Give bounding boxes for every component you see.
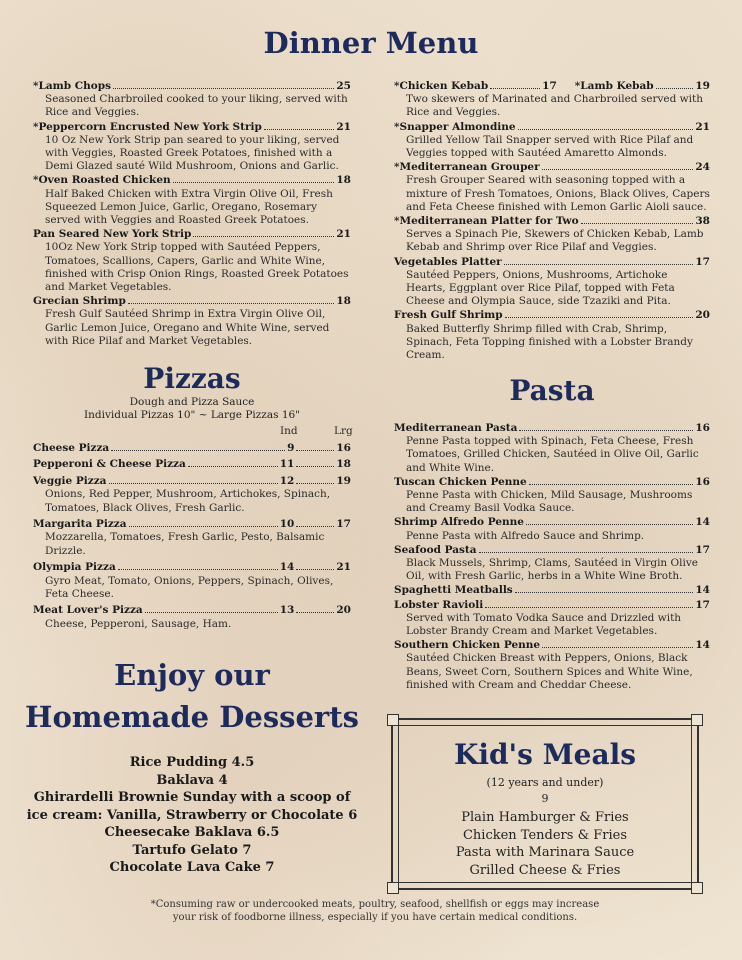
kids-item: Plain Hamburger & Fries	[461, 810, 629, 825]
item-name: Fresh Gulf Shrimp	[394, 309, 503, 322]
item-name: Spaghetti Meatballs	[394, 584, 513, 597]
price-lrg: 17	[336, 518, 351, 531]
menu-item	[394, 309, 710, 362]
dinner-right-column	[394, 80, 710, 363]
menu-item	[33, 295, 351, 348]
item-price: 17	[695, 598, 710, 611]
item-price: 19	[695, 80, 710, 92]
item-name: Grecian Shrimp	[33, 295, 126, 308]
pizza-item	[33, 518, 351, 558]
item-description: Fresh Grouper Seared with seasoning topped with a mixture of Fresh Tomatoes, Onions, Black Olives, Capers and Feta Cheese finished with Lemon Garlic Aioli sauce.	[406, 174, 710, 213]
item-description: Black Mussels, Shrimp, Clams, Sautéed in Virgin Olive Oil, with Fresh Garlic, herbs in a White Wine Broth.	[406, 557, 699, 583]
item-description: Fresh Gulf Sautéed Shrimp in Extra Virgin Olive Oil, Garlic Lemon Juice, Oregano and White Wine, served with Rice Pilaf and Market Vegetables.	[45, 308, 330, 347]
dinner-left-column	[33, 80, 351, 349]
kids-item: Pasta with Marinara Sauce	[455, 845, 635, 860]
item-price: 20	[695, 309, 710, 322]
menu-item	[394, 256, 710, 309]
menu-item	[33, 121, 351, 174]
menu-item	[394, 544, 710, 584]
item-name: *Mediterranean Platter for Two	[394, 215, 579, 228]
item-price: 21	[336, 228, 351, 241]
item-description: Served with Tomato Vodka Sauce and Drizzled with Lobster Brandy Cream and Market Vegetables.	[406, 611, 682, 638]
food-safety-disclaimer	[150, 898, 600, 924]
pizza-list	[33, 442, 351, 634]
menu-item	[394, 516, 710, 542]
item-price: 17	[695, 255, 710, 268]
item-name: Meat Lover's Pizza	[33, 604, 143, 617]
item-description: Serves a Spinach Pie, Skewers of Chicken Kebab, Lamb Kebab and Shrimp over Rice Pilaf and Veggies.	[406, 228, 704, 254]
price-ind: 12	[279, 474, 295, 487]
pasta-list	[394, 422, 710, 693]
item-price: 38	[695, 215, 710, 228]
item-name: Vegetables Platter	[394, 255, 502, 268]
menu-item	[394, 422, 710, 475]
item-description: Baked Butterfly Shrimp filled with Crab, Shrimp, Spinach, Feta Topping finished with a Lobster Brandy Cream.	[406, 322, 693, 362]
kids-items	[393, 809, 697, 879]
dessert-list	[20, 754, 364, 877]
col-ind-header: Ind	[280, 425, 298, 437]
item-price: 16	[695, 422, 710, 434]
item-description: Half Baked Chicken with Extra Virgin Olive Oil, Fresh Squeezed Lemon Juice, Garlic, Oregano, Rosemary served with Veggies and Roasted Greek Potatoes.	[45, 187, 333, 227]
kids-meals-title: Kid's Meals	[454, 738, 636, 771]
item-name: Tuscan Chicken Penne	[394, 475, 527, 488]
item-description: Penne Pasta with Chicken, Mild Sausage, Mushrooms and Creamy Basil Vodka Sauce.	[406, 489, 693, 515]
kids-age-note: (12 years and under)	[486, 776, 604, 789]
dessert-item: Rice Pudding 4.5	[129, 755, 255, 770]
corner-ornament	[691, 714, 703, 726]
menu-item	[394, 161, 710, 214]
dessert-item: Cheesecake Baklava 6.5	[104, 825, 280, 840]
item-name: Southern Chicken Penne	[394, 639, 541, 652]
item-name: *Peppercorn Encrusted New York Strip	[33, 120, 262, 133]
price-lrg: 20	[336, 604, 351, 617]
menu-item-kebabs	[394, 80, 710, 120]
pizza-item	[33, 442, 351, 455]
item-description: Sautéed Peppers, Onions, Mushrooms, Artichoke Hearts, Eggplant over Rice Pilaf, topped with Feta Cheese and Olympia Sauce, side Tzaziki and Pita.	[406, 268, 675, 308]
item-name: Mediterranean Pasta	[394, 422, 518, 434]
item-description: 10 Oz New York Strip pan seared to your liking, served with Veggies, Roasted Greek Potatoes, finished with a Demi Glazed sauté Wild Mushroom, Onions and Garlic.	[45, 133, 340, 173]
item-name: Olympia Pizza	[33, 561, 116, 574]
pizzas-subtitle: Dough and Pizza Sauce	[129, 396, 255, 408]
item-name: Seafood Pasta	[394, 543, 477, 556]
price-ind: 9	[287, 442, 295, 454]
item-price: 17	[542, 80, 557, 92]
item-price: 16	[695, 475, 710, 488]
item-price: 18	[336, 174, 351, 187]
dessert-item: Baklava 4	[156, 772, 228, 788]
dessert-item: Ghirardelli Brownie Sunday with a scoop of	[33, 790, 351, 805]
item-price: 24	[695, 161, 710, 174]
item-description: Onions, Red Pepper, Mushroom, Artichokes, Spinach, Tomatoes, Black Olives, Fresh Garlic.	[45, 488, 331, 514]
item-name: Veggie Pizza	[33, 474, 107, 487]
col-lrg-header: Lrg	[334, 425, 353, 437]
item-name: Shrimp Alfredo Penne	[394, 516, 524, 529]
price-ind: 14	[279, 561, 295, 574]
corner-ornament	[691, 882, 703, 894]
item-description: Cheese, Pepperoni, Sausage, Ham.	[45, 617, 232, 630]
menu-item	[394, 599, 710, 639]
price-lrg: 21	[336, 561, 351, 574]
item-description: Seasoned Charbroiled cooked to your liking, served with Rice and Veggies.	[45, 93, 348, 119]
disclaimer-line: your risk of foodborne illness, especially if you have certain medical conditions.	[172, 912, 578, 923]
item-description: Mozzarella, Tomatoes, Fresh Garlic, Pesto, Balsamic Drizzle.	[45, 531, 325, 557]
pizza-item	[33, 561, 351, 601]
item-name: *Chicken Kebab	[394, 80, 489, 92]
item-description: 10Oz New York Strip topped with Sautéed Peppers, Tomatoes, Scallions, Capers, Garlic and White Wine, finished with Crisp Onion Rings, Roasted Greek Potatoes and Market Vegetables.	[45, 241, 349, 294]
pizzas-title: Pizzas	[143, 362, 241, 395]
dessert-item: Tartufo Gelato 7	[132, 842, 252, 858]
item-description: Penne Pasta with Alfredo Sauce and Shrimp.	[406, 529, 645, 542]
item-description: Sautéed Chicken Breast with Peppers, Onions, Black Beans, Sweet Corn, Southern Spices and White Wine, finished with Cream and Cheddar Cheese.	[406, 652, 693, 691]
item-price: 14	[695, 516, 710, 529]
menu-item	[394, 215, 710, 255]
pizzas-size-note: Individual Pizzas 10" ~ Large Pizzas 16"	[83, 409, 301, 421]
item-name: Pepperoni & Cheese Pizza	[33, 458, 186, 471]
dessert-item: Chocolate Lava Cake 7	[109, 860, 275, 875]
kids-price: 9	[541, 792, 549, 805]
item-name: *Lamb Kebab	[574, 80, 654, 92]
dessert-item: ice cream: Vanilla, Strawberry or Chocolate 6	[26, 807, 358, 823]
price-lrg: 16	[336, 442, 351, 454]
pasta-title: Pasta	[509, 374, 595, 407]
menu-item	[33, 228, 351, 294]
pizza-item	[33, 475, 351, 515]
kids-meals-box	[391, 718, 699, 890]
item-price: 18	[336, 295, 351, 308]
menu-item	[394, 584, 710, 597]
desserts-title-line2: Homemade Desserts	[25, 700, 359, 734]
corner-ornament	[387, 882, 399, 894]
kids-item: Grilled Cheese & Fries	[469, 862, 621, 878]
corner-ornament	[387, 714, 399, 726]
item-description: Gyro Meat, Tomato, Onions, Peppers, Spinach, Olives, Feta Cheese.	[45, 574, 334, 601]
item-name: Lobster Ravioli	[394, 598, 484, 611]
item-price: 21	[695, 120, 710, 133]
item-description: Penne Pasta topped with Spinach, Feta Cheese, Fresh Tomatoes, Grilled Chicken, Sautéed in Olive Oil, Garlic and White Wine.	[406, 435, 699, 474]
item-price: 25	[336, 80, 351, 92]
menu-item	[394, 121, 710, 161]
menu-item	[33, 80, 351, 120]
menu-item	[394, 639, 710, 692]
item-name: *Lamb Chops	[33, 80, 112, 92]
item-name: Pan Seared New York Strip	[33, 228, 192, 241]
item-description: Two skewers of Marinated and Charbroiled served with Rice and Veggies.	[406, 93, 703, 119]
menu-item	[33, 174, 351, 227]
item-name: Cheese Pizza	[33, 442, 110, 454]
item-price: 21	[336, 120, 351, 133]
price-ind: 10	[279, 518, 295, 531]
page-title: Dinner Menu	[263, 26, 479, 60]
item-price: 14	[695, 584, 710, 597]
price-ind: 13	[279, 604, 295, 617]
item-name: *Mediterranean Grouper	[394, 161, 540, 174]
item-description: Grilled Yellow Tail Snapper served with Rice Pilaf and Veggies topped with Sautéed Amaretto Almonds.	[406, 133, 694, 160]
price-ind: 11	[279, 458, 295, 471]
item-name: *Snapper Almondine	[394, 120, 516, 133]
kids-item: Chicken Tenders & Fries	[462, 827, 628, 843]
pizza-item	[33, 458, 351, 471]
desserts-title-line1: Enjoy our	[114, 658, 270, 692]
disclaimer-line: *Consuming raw or undercooked meats, poultry, seafood, shellfish or eggs may increase	[150, 899, 600, 910]
item-price: 17	[695, 543, 710, 556]
price-lrg: 19	[336, 474, 351, 487]
item-name: *Oven Roasted Chicken	[33, 174, 171, 187]
price-lrg: 18	[336, 458, 351, 471]
item-price: 14	[695, 639, 710, 652]
menu-item	[394, 476, 710, 516]
item-name: Margarita Pizza	[33, 518, 127, 531]
pizza-item	[33, 604, 351, 631]
